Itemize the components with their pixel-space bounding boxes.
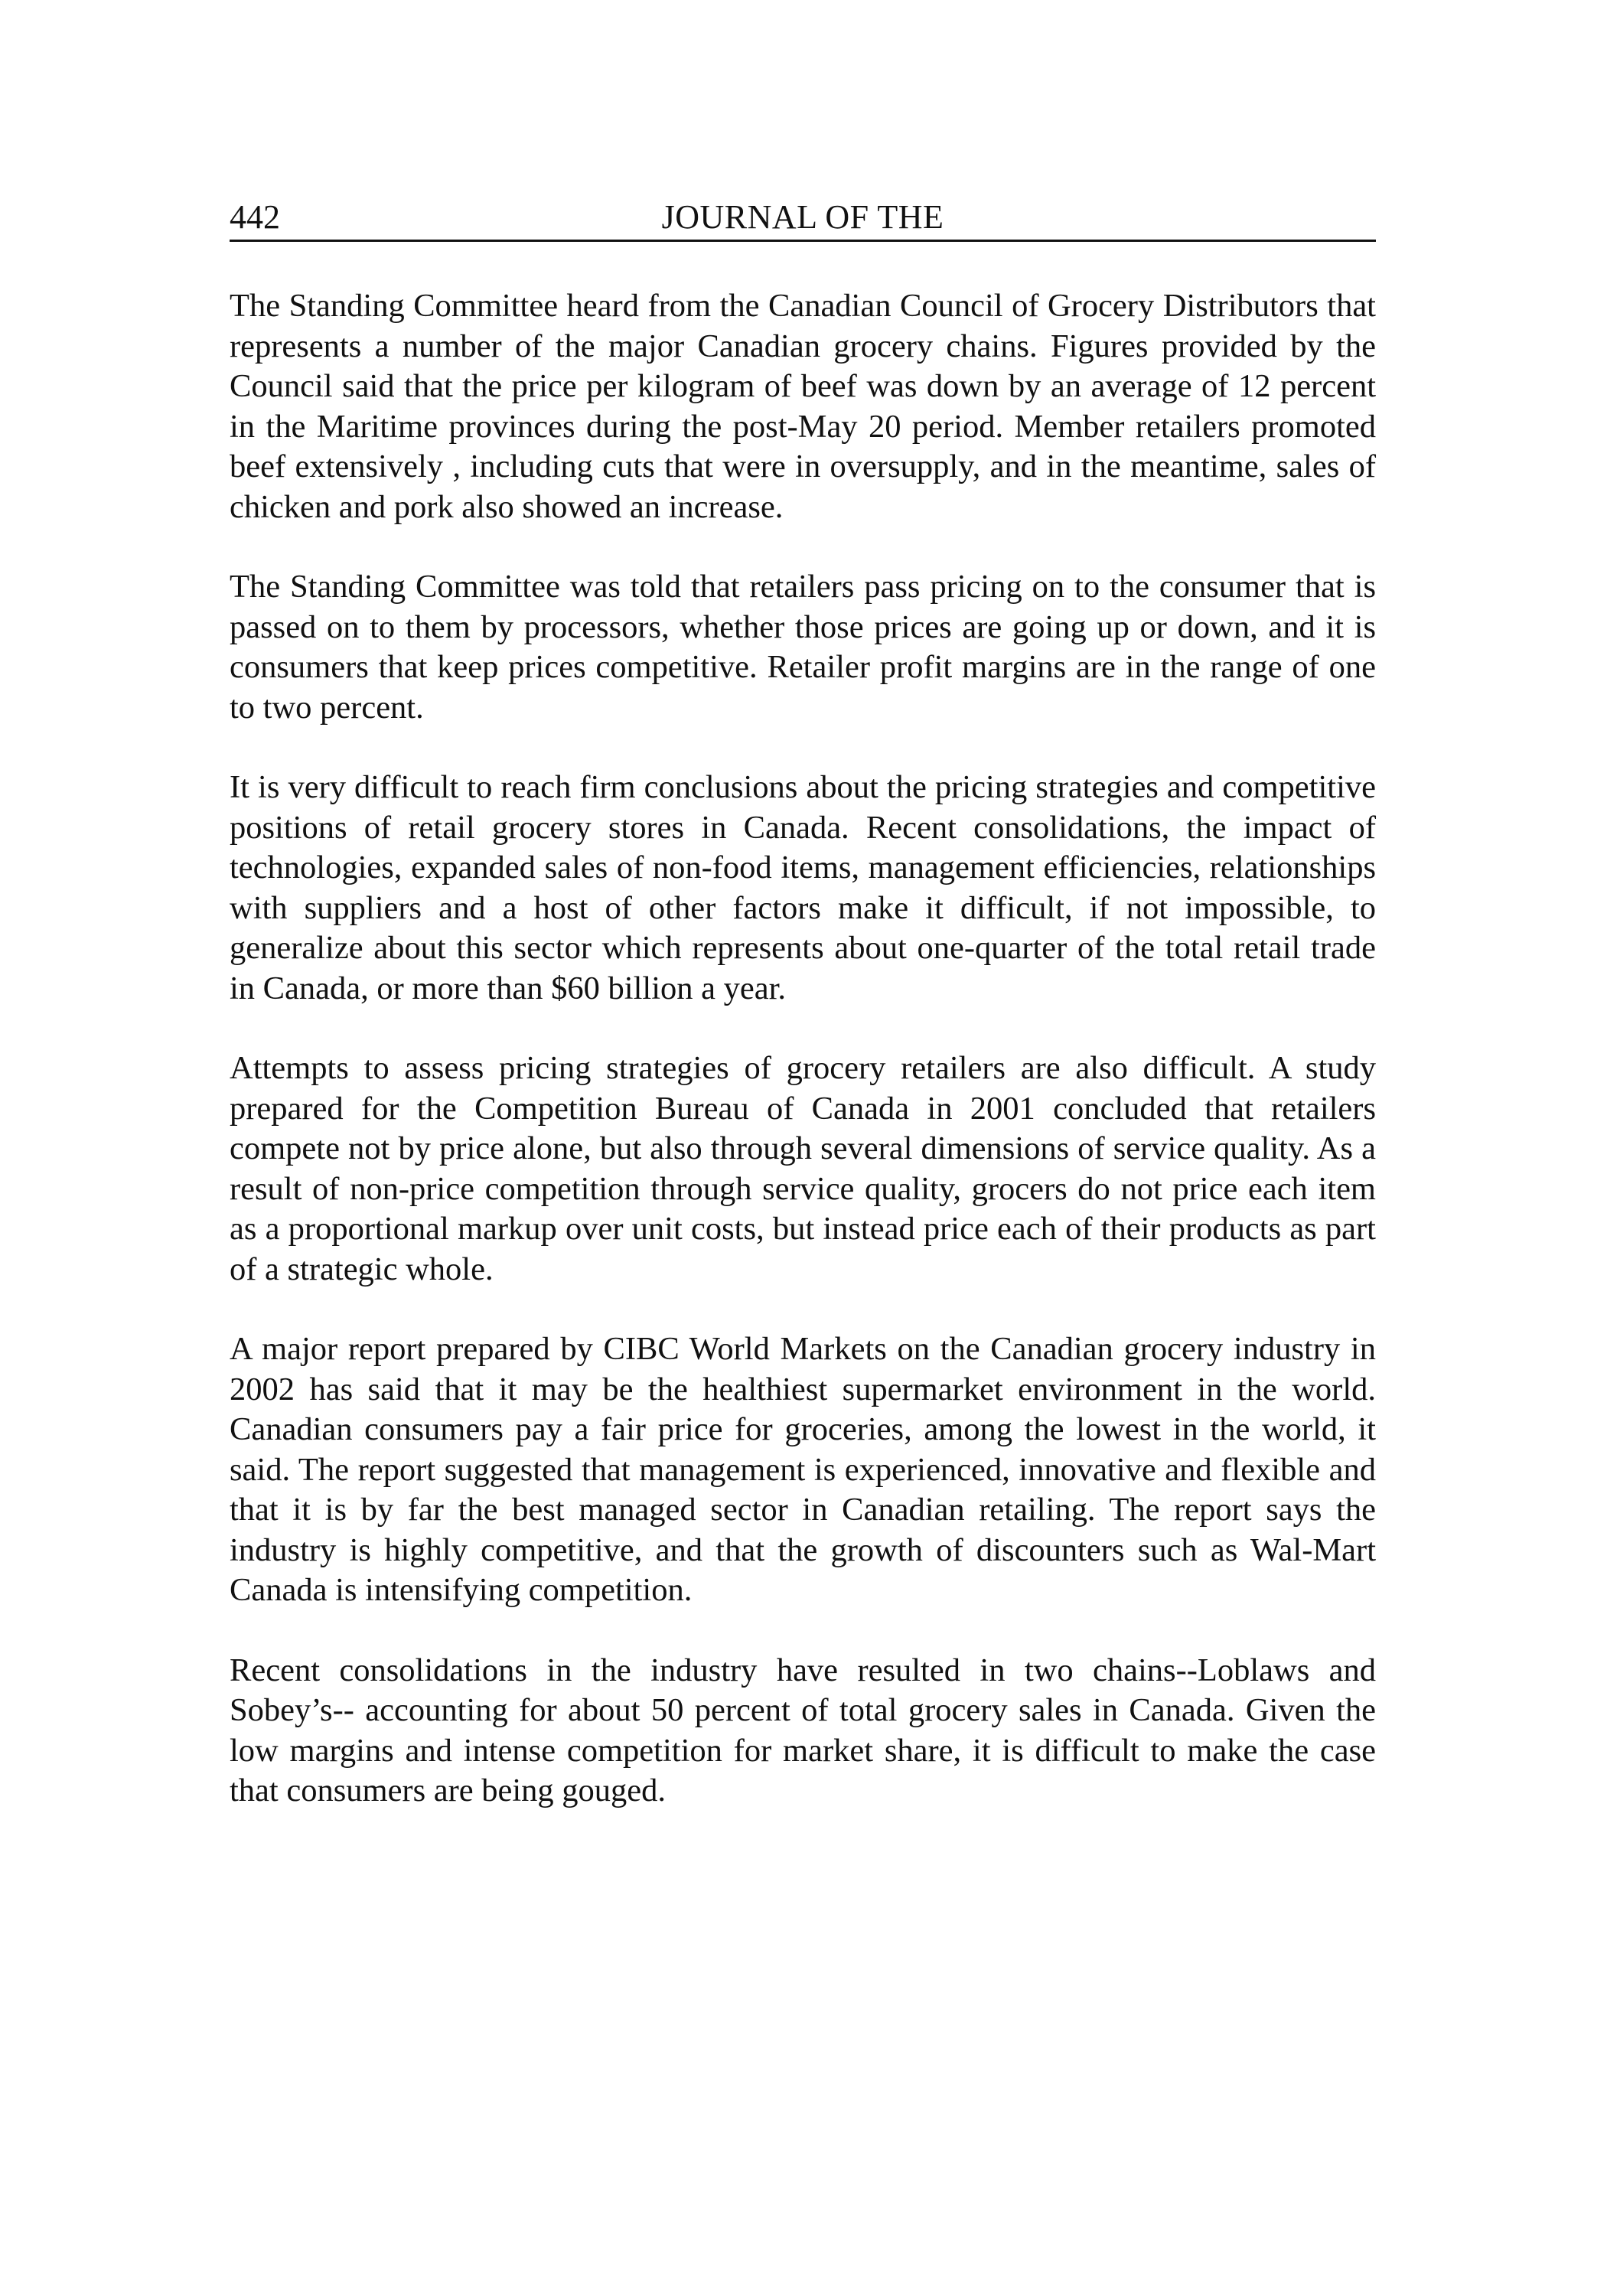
- journal-title: JOURNAL OF THE: [661, 198, 944, 236]
- paragraph: It is very difficult to reach firm conclusions about the pricing strategies and competitive positions of retail grocery stores in Canada. Recent consolidations, the impact of technologies, expanded sales of non-food items, management efficiencies, relationships with suppliers and a host of other factors make it difficult, if not impossible, to generalize about this sector which represents about one-quarter of the total retail trade in Canada, or more than $60 billion a year.: [230, 769, 1376, 1006]
- paragraph: Recent consolidations in the industry have resulted in two chains--Loblaws and Sobey’s-- accounting for about 50 percent of total grocery sales in Canada. Given the low margins and intense competition for market share, it is difficult to make the case that consumers are being gouged.: [230, 1652, 1376, 1808]
- document-page: [230, 195, 1376, 1851]
- page-number: 442: [230, 198, 280, 236]
- paragraph: The Standing Committee heard from the Canadian Council of Grocery Distributors that represents a number of the major Canadian grocery chains. Figures provided by the Council said that the price per kilogram of beef was down by an average of 12 percent in the Maritime provinces during the post-May 20 period. Member retailers promoted beef extensively , including cuts that were in oversupply, and in the meantime, sales of chicken and pork also showed an increase.: [230, 288, 1376, 525]
- running-header: [230, 195, 1376, 242]
- paragraph: The Standing Committee was told that retailers pass pricing on to the consumer that is passed on to them by processors, whether those prices are going up or down, and it is consumers that keep prices competitive. Retailer profit margins are in the range of one to two percent.: [230, 569, 1376, 726]
- paragraph: A major report prepared by CIBC World Markets on the Canadian grocery industry in 2002 has said that it may be the healthiest supermarket environment in the world. Canadian consumers pay a fair price for groceries, among the lowest in the world, it said. The report suggested that management is experienced, innovative and flexible and that it is by far the best managed sector in Canadian retailing. The report says the industry is highly competitive, and that the growth of discounters such as Wal-Mart Canada is intensifying competition.: [230, 1331, 1376, 1608]
- paragraph: Attempts to assess pricing strategies of grocery retailers are also difficult. A study prepared for the Competition Bureau of Canada in 2001 concluded that retailers compete not by price alone, but also through several dimensions of service quality. As a result of non-price competition through service quality, grocers do not price each item as a proportional markup over unit costs, but instead price each of their products as part of a strategic whole.: [230, 1050, 1376, 1287]
- body-text: [230, 286, 1376, 1812]
